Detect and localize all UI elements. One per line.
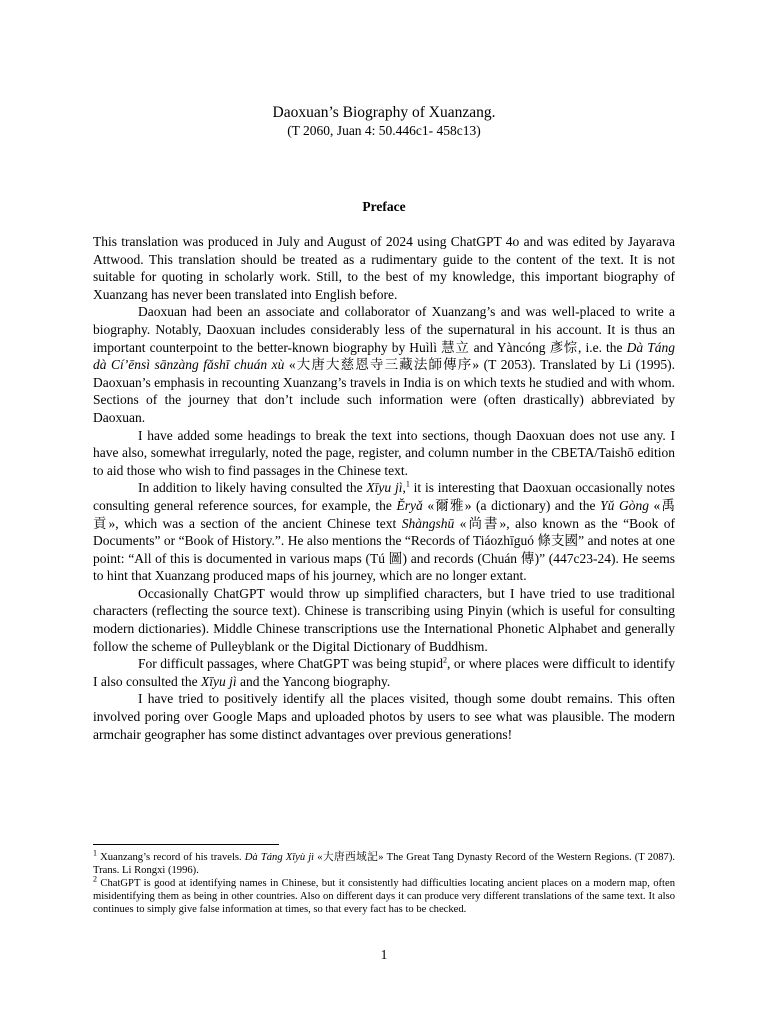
paragraph-1: [93, 233, 675, 303]
paragraph-4-text-d: «禹貢», which was a section of the ancient Chinese text: [93, 497, 676, 531]
paragraph-2-work-title: Dà Táng dà Cí’ēnsì sānzàng fǎshī chuán xù: [93, 339, 675, 373]
section-heading-preface: Preface: [362, 199, 406, 214]
footnote-1: [93, 848, 676, 877]
footnote-1-number: 1: [93, 848, 97, 858]
footnote-1-text-b: «大唐西域記» The Great Tang Dynasty Record of the Western Regions. (T 2087). Trans. Li Rongxi (1996).: [93, 852, 676, 876]
footnote-ref-1[interactable]: 1: [405, 479, 410, 489]
paragraph-6: [93, 655, 675, 690]
paragraph-3-text: I have added some headings to break the text into sections, though Daoxuan does not use any. I have also, somewhat irregularly, noted the page, register, and column number in the CBETA/Taishō edition to aid those who wish to find passages in the Chinese text.: [93, 427, 675, 478]
document-subtitle: (T 2060, Juan 4: 50.446c1- 458c13): [287, 123, 481, 138]
footnote-ref-2[interactable]: 2: [443, 655, 448, 665]
paragraph-5: [93, 585, 675, 655]
paragraph-4-shangshu: Shàngshū: [401, 515, 455, 531]
paragraph-4: In addition to likely having consulted the Xīyu jì,$^1$ it is interesting that Daoxuan occasionally notes consulting general reference sources, for example, the Ěryǎ «爾雅» (a dictionary) and the Yǔ Gòng «禹貢», which was a section of the ancient Chinese text Shàngshū «尚書», also known as the “Book of Documents” or “Book of History.”. He also mentions the “Records of Tiáozhīguó 條支國” and notes at one point: “All of this is documented in various maps (Tú 圖) and records (Chuán 傳)” (447c23-24). He seems to hint that Xuanzang produced maps of his journey, which are no longer extant.: [93, 479, 676, 584]
footnote-2-number: 2: [93, 874, 97, 884]
paragraph-4-xiyu-ji: Xīyu jì: [366, 480, 403, 496]
preface-body: [93, 233, 675, 743]
footnote-1-work-title: Dà Táng Xīyù jì: [244, 852, 315, 863]
footnotes: [93, 848, 676, 916]
footnote-1-text-a: Xuanzang’s record of his travels.: [97, 852, 245, 863]
paragraph-6-xiyu-ji: Xīyu jì: [200, 673, 237, 689]
paragraph-2-text-a: Daoxuan had been an associate and collaborator of Xuanzang’s and was well-placed to write a biography. Notably, Daoxuan includes considerably less of the supernatural in his account. It is thus an important counterpoint to the better-known biography by Huìlì 慧立 and Yàncóng 彥悰, i.e. the: [93, 304, 675, 355]
paragraph-4-erya: Ěryǎ: [396, 497, 423, 513]
paragraph-4-text-b: it is interesting that Daoxuan occasionally notes consulting general reference sources, for example, the: [93, 480, 675, 513]
paragraph-7: [93, 690, 675, 743]
paragraph-3: [93, 427, 675, 480]
document-title: Daoxuan’s Biography of Xuanzang.: [272, 104, 496, 121]
paragraph-2: [93, 303, 675, 426]
paragraph-6-text-a: For difficult passages, where ChatGPT was being stupid: [138, 656, 444, 672]
paragraph-1-text: This translation was produced in July and August of 2024 using ChatGPT 4o and was edited by Jayarava Attwood. This translation should be treated as a rudimentary guide to the content of the text. It is not suitable for quoting in scholarly work. Still, to the best of my knowledge, this important biography of Xuanzang has never been translated into English before.: [93, 234, 675, 302]
footnote-2: [93, 874, 675, 916]
paragraph-5-text: Occasionally ChatGPT would throw up simplified characters, but I have tried to use traditional characters (reflecting the source text). Chinese is transcribing using Pinyin (which is useful for consulting modern dictionaries). Middle Chinese transcriptions use the International Phonetic Alphabet and generally follow the scheme of Pulleyblank or the Digital Dictionary of Buddhism.: [93, 585, 675, 654]
paragraph-4-text-e: «尚書», also known as the “Book of Documents” or “Book of History.”. He also mentions the “Records of Tiáozhīguó 條支國” and notes at one point: “All of this is documented in various maps (Tú 圖) and records (Chuán 傳)” (447c23-24). He seems to hint that Xuanzang produced maps of his journey, which are no longer extant.: [93, 515, 676, 584]
paragraph-2-text-b: «大唐大慈恩寺三藏法師傳序» (T 2053). Translated by Li (1995). Daoxuan’s emphasis in recounting Xuanzang’s travels in India is on which texts he studied and with whom. Sections of the journey that don’t include such information were (often drastically) abbreviated by Daoxuan.: [93, 357, 675, 425]
paragraph-6-text-b: , or where places were difficult to identify I also consulted the: [93, 656, 675, 689]
paragraph-7-text: I have tried to positively identify all the places visited, though some doubt remains. This often involved poring over Google Maps and uploaded photos by users to see what was plausible. The modern armchair geographer has some distinct advantages over previous generations!: [93, 691, 675, 742]
paragraph-4-yu-gong: Yǔ Gòng: [600, 497, 649, 513]
paragraph-6-text-c: and the Yancong biography.: [236, 673, 391, 689]
footnote-separator: [93, 844, 279, 845]
footnote-2-text: ChatGPT is good at identifying names in Chinese, but it consistently had difficulties locating ancient places on a modern map, often misidentifying them as being in other countries. Also on different days it can produce very different translations of the same text. It also continues to simply give false information at times, so that every fact has to be checked.: [93, 878, 675, 915]
page-number: 1: [380, 947, 388, 962]
paragraph-4-text-c: «爾雅» (a dictionary) and the: [422, 497, 601, 513]
paragraph-4-text-a: In addition to likely having consulted the: [138, 480, 367, 496]
